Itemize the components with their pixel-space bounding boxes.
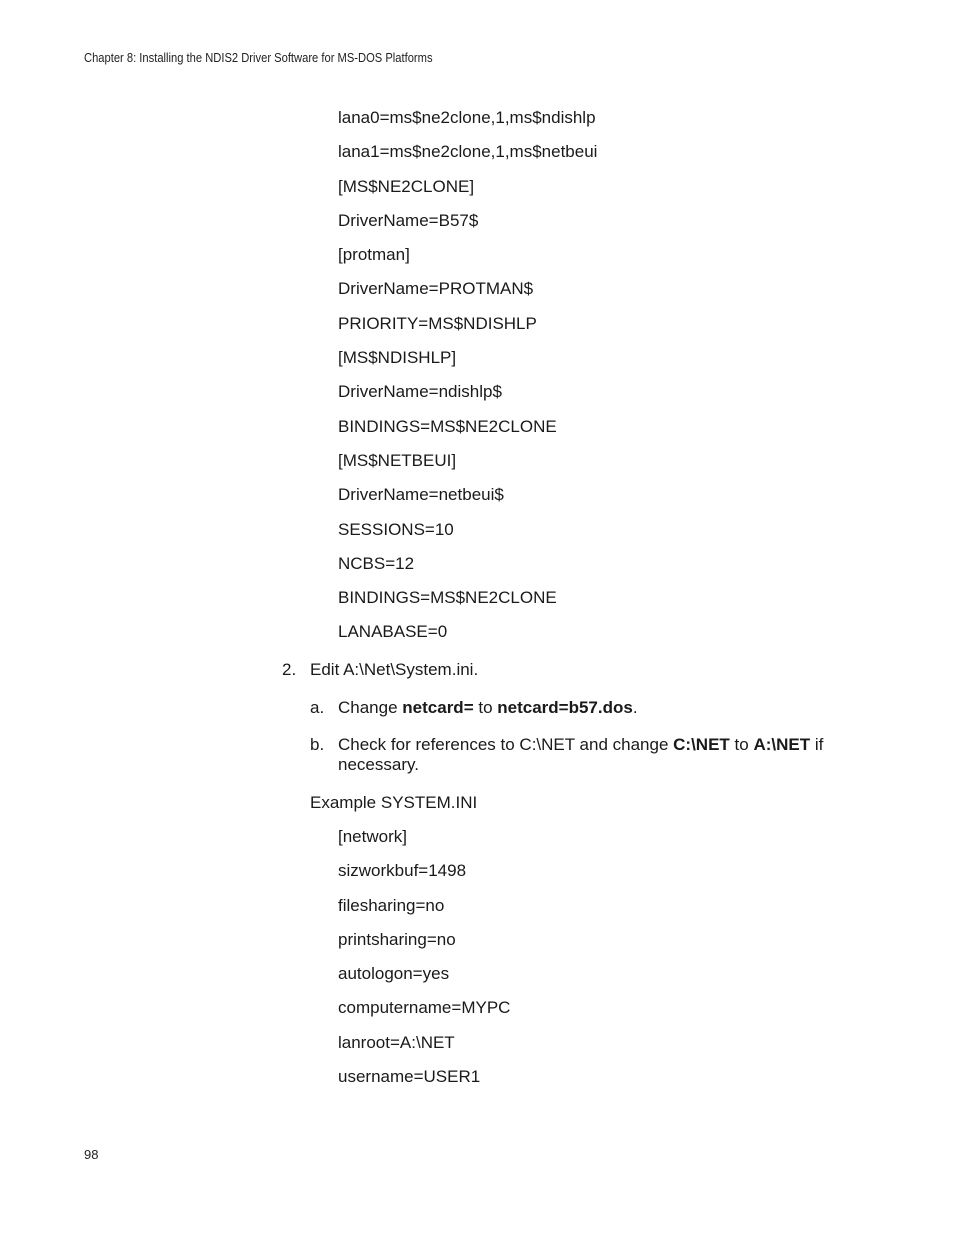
code-line: PRIORITY=MS$NDISHLP [338, 313, 537, 333]
page-number: 98 [84, 1147, 99, 1162]
code-line: SESSIONS=10 [338, 519, 454, 539]
code-line: printsharing=no [338, 929, 456, 949]
code-line: BINDINGS=MS$NE2CLONE [338, 588, 557, 608]
step-2 [282, 660, 478, 680]
code-line: [MS$NETBEUI] [338, 450, 457, 470]
bold-term: C:\NET [673, 735, 730, 754]
running-header: Chapter 8: Installing the NDIS2 Driver Software for MS-DOS Platforms [84, 50, 433, 65]
code-line: [network] [338, 827, 407, 846]
bold-term: netcard=b57.dos [497, 698, 633, 717]
substep-text: Change netcard= to netcard=b57.dos. [338, 698, 638, 717]
code-line: computername=MYPC [338, 998, 511, 1018]
code-line: DriverName=B57$ [338, 210, 479, 230]
code-line: LANABASE=0 [338, 622, 448, 642]
code-line: [MS$NE2CLONE] [338, 176, 475, 196]
code-line: autologon=yes [338, 964, 450, 984]
code-line: [protman] [338, 245, 410, 265]
code-line: lana0=ms$ne2clone,1,ms$ndishlp [338, 108, 596, 127]
protocol-ini-listing [338, 108, 597, 657]
code-line: DriverName=ndishlp$ [338, 382, 502, 402]
system-ini-listing [338, 827, 510, 1101]
substep-text: Check for references to C:\NET and change C:\NET to A:\NET if necessary. [338, 735, 824, 774]
code-line: lana1=ms$ne2clone,1,ms$netbeui [338, 142, 598, 162]
code-line: BINDINGS=MS$NE2CLONE [338, 416, 557, 436]
code-line: username=USER1 [338, 1067, 481, 1087]
code-line: DriverName=netbeui$ [338, 485, 504, 505]
code-line: lanroot=A:\NET [338, 1032, 455, 1052]
step-2a [310, 698, 850, 718]
bold-term: netcard= [402, 698, 474, 717]
code-line: NCBS=12 [338, 553, 415, 573]
code-line: [MS$NDISHLP] [338, 348, 457, 368]
step-number: 2. [282, 660, 297, 679]
bold-term: A:\NET [753, 735, 811, 754]
code-line: filesharing=no [338, 895, 445, 915]
code-line: DriverName=PROTMAN$ [338, 279, 534, 299]
step-text: Edit A:\Net\System.ini. [310, 660, 479, 679]
example-label: Example SYSTEM.INI [310, 793, 478, 812]
substep-letter: a. [310, 698, 325, 717]
code-line: sizworkbuf=1498 [338, 861, 467, 881]
substep-letter: b. [310, 735, 325, 754]
step-2b [310, 735, 850, 775]
